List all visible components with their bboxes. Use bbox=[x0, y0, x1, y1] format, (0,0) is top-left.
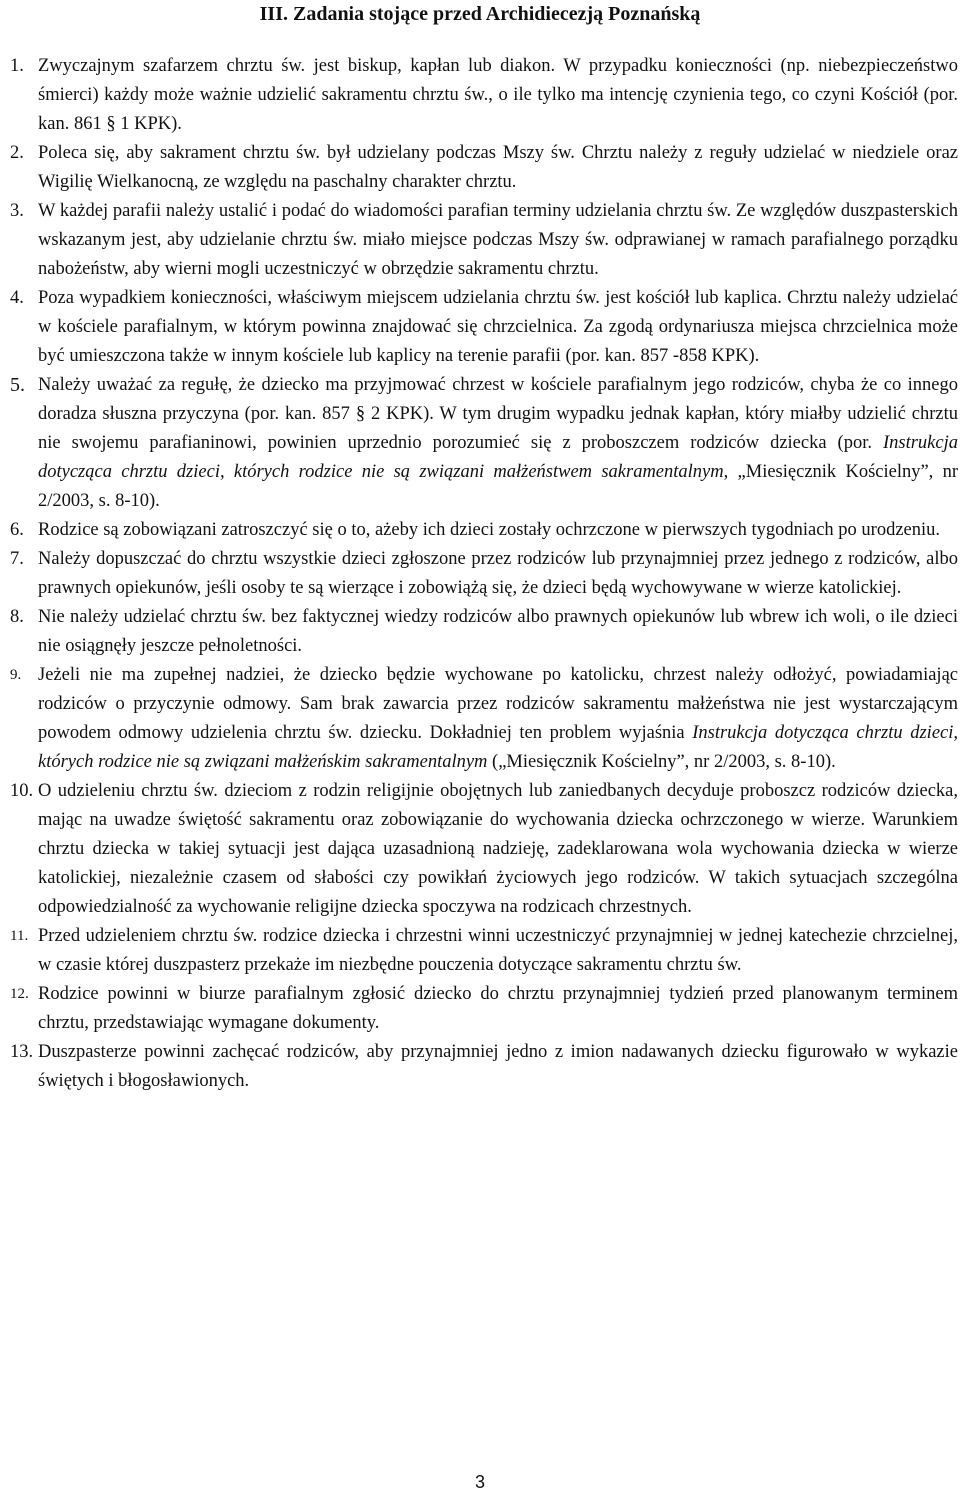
list-item bbox=[10, 371, 958, 516]
item-text: W każdej parafii należy ustalić i podać do wiadomości parafian terminy udzielania chrztu św. Ze względów duszpasterskich wskazanym jest, aby udzielanie chrztu św. miało miejsce podczas Mszy św. odprawianej w ramach parafialnego porządku nabożeństw, aby wierni mogli uczestniczyć w obrzędzie sakramentu chrztu. bbox=[38, 201, 958, 279]
list-item bbox=[10, 777, 958, 922]
list-item bbox=[10, 603, 958, 661]
list-item bbox=[10, 516, 958, 545]
list-item bbox=[10, 284, 958, 371]
item-text-end: , „Miesięcznik Kościelny”, nr 2/2003, s. 8-10). bbox=[38, 462, 959, 511]
list-item bbox=[10, 922, 958, 980]
item-text: O udzieleniu chrztu św. dzieciom z rodzin religijnie obojętnych lub zaniedbanych decyduje proboszcz rodziców dziecka, mając na uwadze świętość sakramentu oraz zobowiązanie do wychowania dziecka ochrzczonego w wierze. Warunkiem chrztu dziecka w takiej sytuacji jest dająca uzasadnioną nadzieję, zadeklarowana wola wychowania dziecka w wierze katolickiej, niezależnie czasem od słabości czy powikłań życiowych jego rodziców. W takich sytuacjach szczególna odpowiedzialność za wychowanie religijne dziecka spoczywa na rodzicach chrzestnych. bbox=[38, 781, 958, 917]
item-number: 6. bbox=[10, 520, 24, 540]
item-text: Zwyczajnym szafarzem chrztu św. jest biskup, kapłan lub diakon. W przypadku konieczności (np. niebezpieczeństwo śmierci) każdy może ważnie udzielić sakramentu chrztu św., o ile tylko ma intencję czynienia tego, co czyni Kościół (por. kan. 861 § 1 KPK). bbox=[38, 56, 958, 134]
section-heading: III. Zadania stojące przed Archidiecezją Poznańską bbox=[259, 3, 701, 25]
list-item bbox=[10, 139, 958, 197]
item-number: 9. bbox=[10, 667, 22, 683]
numbered-list bbox=[10, 52, 958, 1096]
list-item bbox=[10, 1038, 958, 1096]
item-number: 1. bbox=[10, 56, 24, 76]
item-text: Należy uważać za regułę, że dziecko ma przyjmować chrzest w kościele parafialnym jego rodziców, chyba że co innego doradza słuszna przyczyna (por. kan. 857 § 2 KPK). W tym drugim wypadku jednak kapłan, który miałby udzielić chrztu nie swojemu parafianinowi, powinien uprzednio porozumieć się z proboszczem rodziców dziecka (por. bbox=[38, 375, 958, 453]
item-text: Jeżeli nie ma zupełnej nadziei, że dziecko będzie wychowane po katolicku, chrzest należy odłożyć, powiadamiając rodziców o przyczynie odmowy. Sam brak zawarcia przez rodziców sakramentu małżeństwa nie jest wystarczającym powodem odmowy udzielenia chrztu św. dziecku. Dokładniej ten problem wyjaśnia bbox=[38, 665, 958, 743]
item-text: Rodzice są zobowiązani zatroszczyć się o to, ażeby ich dzieci zostały ochrzczone w pierwszych tygodniach po urodzeniu. bbox=[38, 520, 941, 540]
item-number: 13. bbox=[10, 1042, 34, 1062]
item-text: Duszpasterze powinni zachęcać rodziców, aby przynajmniej jedno z imion nadawanych dziecku figurowało w wykazie świętych i błogosławionych. bbox=[38, 1042, 958, 1091]
item-text: Nie należy udzielać chrztu św. bez faktycznej wiedzy rodziców albo prawnych opiekunów lub wbrew ich woli, o ile dzieci nie osiągnęły jeszcze pełnoletności. bbox=[38, 607, 958, 656]
item-text: Poza wypadkiem konieczności, właściwym miejscem udzielania chrztu św. jest kościół lub kaplica. Chrztu należy udzielać w kościele parafialnym, w którym powinna znajdować się chrzcielnica. Za zgodą ordynariusza miejsca chrzcielnica może być umieszczona także w innym kościele lub kaplicy na terenie parafii (por. kan. 857 -858 KPK). bbox=[38, 288, 958, 366]
list-item bbox=[10, 661, 958, 777]
list-item bbox=[10, 197, 958, 284]
item-number: 2. bbox=[10, 143, 24, 163]
list-item bbox=[10, 52, 958, 139]
item-text-end: („Miesięcznik Kościelny”, nr 2/2003, s. 8-10). bbox=[487, 752, 836, 772]
item-text: Rodzice powinni w biurze parafialnym zgłosić dziecko do chrztu przynajmniej tydzień przed planowanym terminem chrztu, przedstawiając wymagane dokumenty. bbox=[38, 984, 958, 1033]
item-italic-title: Instrukcja dotycząca chrztu dzieci, których rodzice nie są związani małżeńskim sakramentalnym bbox=[38, 723, 959, 772]
item-number: 4. bbox=[10, 288, 24, 308]
item-number: 7. bbox=[10, 549, 24, 569]
item-number: 12. bbox=[10, 986, 29, 1002]
item-number: 11. bbox=[10, 928, 29, 944]
item-text: Poleca się, aby sakrament chrztu św. był udzielany podczas Mszy św. Chrztu należy z reguły udzielać w niedziele oraz Wigilię Wielkanocną, ze względu na paschalny charakter chrztu. bbox=[38, 143, 958, 192]
item-italic-title: Instrukcja dotycząca chrztu dzieci, których rodzice nie są związani małżeństwem sakramentalnym bbox=[38, 433, 958, 482]
item-number: 10. bbox=[10, 781, 34, 801]
item-number: 3. bbox=[10, 201, 24, 221]
list-item bbox=[10, 980, 958, 1038]
item-number: 8. bbox=[10, 607, 24, 627]
item-text: Przed udzieleniem chrztu św. rodzice dziecka i chrzestni winni uczestniczyć przynajmniej w jednej katechezie chrzcielnej, w czasie której duszpasterz przekaże im niezbędne pouczenia dotyczące sakramentu chrztu św. bbox=[38, 926, 958, 975]
list-item bbox=[10, 545, 958, 603]
page-number: 3 bbox=[474, 1472, 485, 1492]
item-text: Należy dopuszczać do chrztu wszystkie dzieci zgłoszone przez rodziców lub przynajmniej przez jednego z rodziców, albo prawnych opiekunów, jeśli osoby te są wierzące i zobowiążą się, że dzieci będą wychowywane w wierze katolickiej. bbox=[38, 549, 958, 598]
item-number: 5. bbox=[10, 374, 25, 396]
